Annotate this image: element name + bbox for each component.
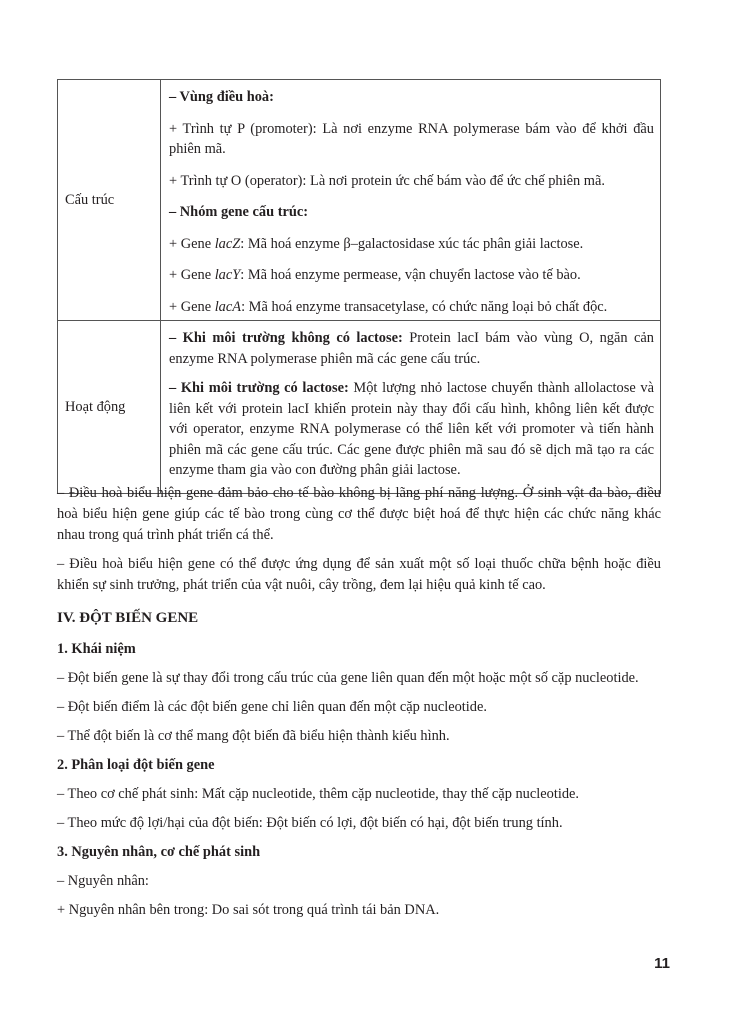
section-title: IV. ĐỘT BIẾN GENE	[57, 610, 199, 626]
body-text	[57, 483, 661, 929]
classification-paragraph-1: – Theo cơ chế phát sinh: Mất cặp nucleotide, thêm cặp nucleotide, thay thế cặp nucleotide.	[57, 786, 580, 802]
paragraph-application: – Điều hoà biểu hiện gene có thể được ứng dụng để sản xuất một số loại thuốc chữa bệnh hoặc điều khiển sự sinh trưởng, phát triển của vật nuôi, cây trồng, đem lại hiệu quả kinh tế cao.	[57, 556, 661, 593]
lacy-text: + Gene lacY: Mã hoá enzyme permease, vận chuyển lactose vào tế bào.	[169, 267, 581, 283]
row-label-structure: Cấu trúc	[58, 80, 161, 321]
paragraph-energy: – Điều hoà biểu hiện gene đảm bảo cho tế bào không bị lãng phí năng lượng. Ở sinh vật đa bào, điều hoà biểu hiện gene giúp các tế bào trong cùng cơ thể được biệt hoá để thực hiện các chức năng khác nhau trong quá trình phát triển cá thể.	[57, 485, 661, 543]
table-row-structure	[58, 80, 661, 321]
promoter-text: + Trình tự P (promoter): Là nơi enzyme RNA polymerase bám vào để khởi đầu phiên mã.	[169, 120, 654, 157]
concept-paragraph-2: – Đột biến điểm là các đột biến gene chỉ liên quan đến một cặp nucleotide.	[57, 699, 487, 715]
laca-text: + Gene lacA: Mã hoá enzyme transacetylase, có chức năng loại bỏ chất độc.	[169, 298, 608, 315]
structure-content	[161, 80, 661, 321]
cause-paragraph-2: + Nguyên nhân bên trong: Do sai sót trong quá trình tái bản DNA.	[57, 902, 440, 918]
lactose-text: – Khi môi trường có lactose: Một lượng nhỏ lactose chuyển thành allolactose và liên kết với protein lacI khiến protein này thay đổi cấu hình, không liên kết được với operator, enzyme RNA polymerase có thể liên kết với promoter và tiến hành phiên mã các gene cấu trúc. Các gene được phiên mã sau đó sẽ dịch mã tạo ra các enzyme tham gia vào con đường phân giải lactose.	[169, 380, 654, 478]
page-number: 11	[654, 955, 670, 972]
table-row-activity	[58, 321, 661, 494]
subsection-classification-title: 2. Phân loại đột biến gene	[57, 757, 215, 773]
lac-operon-table	[57, 79, 661, 494]
lacz-text: + Gene lacZ: Mã hoá enzyme β–galactosidase xúc tác phân giải lactose.	[169, 235, 584, 252]
concept-paragraph-1: – Đột biến gene là sự thay đổi trong cấu trúc của gene liên quan đến một hoặc một số cặp nucleotide.	[57, 670, 639, 686]
row-label-activity: Hoạt động	[58, 321, 161, 494]
subsection-concept-title: 1. Khái niệm	[57, 641, 136, 657]
cause-paragraph-1: – Nguyên nhân:	[57, 873, 149, 889]
structural-genes-heading: – Nhóm gene cấu trúc:	[169, 204, 309, 220]
operator-text: + Trình tự O (operator): Là nơi protein ức chế bám vào để ức chế phiên mã.	[169, 172, 605, 189]
regulatory-heading: – Vùng điều hoà:	[169, 89, 274, 105]
no-lactose-text: – Khi môi trường không có lactose: Protein lacI bám vào vùng O, ngăn cản enzyme RNA polymerase phiên mã các gene cấu trúc.	[169, 330, 654, 367]
concept-paragraph-3: – Thể đột biến là cơ thể mang đột biến đã biểu hiện thành kiểu hình.	[57, 728, 450, 744]
classification-paragraph-2: – Theo mức độ lợi/hại của đột biến: Đột biến có lợi, đột biến có hại, đột biến trung tính.	[57, 815, 563, 831]
activity-content	[161, 321, 661, 494]
subsection-cause-title: 3. Nguyên nhân, cơ chế phát sinh	[57, 844, 261, 860]
